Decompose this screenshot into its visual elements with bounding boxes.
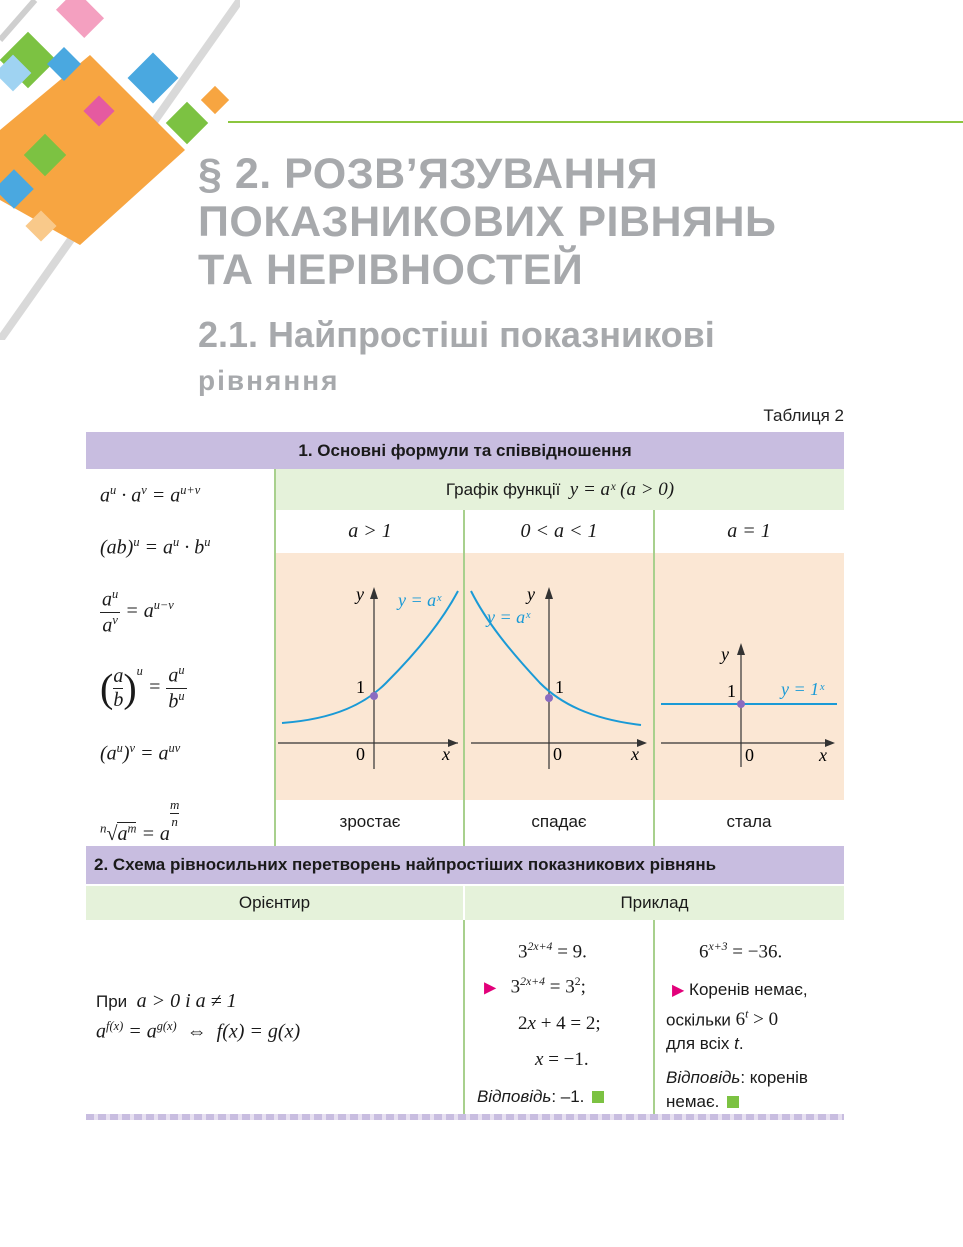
graph-decreasing — [465, 553, 653, 800]
example2-var: t — [734, 1034, 739, 1054]
example1-eq2: ▶ $3^{2x+4} = 3^2$; — [484, 975, 586, 998]
axis-x-label: x — [819, 745, 827, 765]
table-bottom-border — [86, 1114, 844, 1120]
answer-value: : –1. — [551, 1087, 585, 1106]
one-label: 1 — [356, 677, 365, 697]
condition-label: a = 1 — [727, 520, 771, 542]
graph-header — [276, 469, 844, 510]
graph-constant-plot — [655, 553, 844, 800]
curve-label: y = 1ˣ — [781, 679, 825, 699]
formula-product: $a^u \cdot a^v = a^{u+v}$ — [100, 483, 201, 507]
divider — [463, 920, 465, 1114]
origin-label: 0 — [356, 744, 365, 764]
end-square-icon — [592, 1091, 604, 1103]
table-caption: Таблиця 2 — [763, 406, 844, 425]
example1-eq1: $3^{2x+4} = 9$. — [518, 940, 587, 963]
example1-eq3: 2x + 4 = 2; — [518, 1013, 601, 1034]
condition-label: 0 < a < 1 — [520, 520, 598, 542]
divider — [653, 920, 655, 1114]
col-example-header: Приклад — [465, 886, 844, 920]
formula-fraction-power: ( $\frac{a}{b}$ )$^u$ = $\frac{a^u}{b^u}$ — [100, 663, 185, 713]
rule-condition: a > 0 і a ≠ 1 — [136, 990, 237, 1012]
formula-root: $^n√a^m = a$ $^{\frac{m}{n}}$ — [100, 797, 180, 845]
answer-value-line2: немає. — [666, 1092, 720, 1112]
one-label: 1 — [727, 681, 736, 701]
section-heading — [198, 150, 918, 294]
formula-list — [86, 469, 274, 846]
subsection-heading — [198, 312, 918, 404]
graph-increasing — [276, 553, 463, 800]
graph-caption: зростає — [339, 812, 401, 831]
graph-formula: y = aˣ (a > 0) — [569, 478, 675, 500]
section2-title: 2. Схема рівносильних перетворень найпростіших показникових рівнянь — [86, 846, 844, 884]
formula-power-product: $(ab)^u = a^u \cdot b^u$ — [100, 535, 211, 559]
axis-x-label: x — [442, 744, 450, 764]
end-square-icon — [727, 1096, 739, 1108]
graph-title: Графік функції — [445, 479, 561, 499]
equivalence-rule — [96, 990, 300, 1044]
subheading-line-1: 2.1. Найпростіші показникові — [198, 314, 715, 355]
graph-increasing-plot — [276, 553, 463, 800]
axis-y-label: y — [527, 584, 535, 604]
col-guide-header: Орієнтир — [86, 886, 463, 920]
condition-label: a > 1 — [348, 520, 392, 542]
example1-answer — [477, 1085, 604, 1109]
one-label: 1 — [555, 677, 564, 697]
curve-label: y = aˣ — [487, 607, 531, 627]
formula-power-of-power: $(a^u)^v = a^{uv}$ — [100, 741, 181, 765]
graph-constant — [655, 553, 844, 800]
heading-line-1: § 2. РОЗВ’ЯЗУВАННЯ — [198, 150, 659, 198]
heading-line-3: ТА НЕРІВНОСТЕЙ — [198, 246, 584, 294]
subheading-line-2: рівняння — [198, 365, 340, 396]
section1-title: 1. Основні формули та співвідношення — [86, 432, 844, 469]
axis-y-label: y — [356, 584, 364, 604]
example1-eq4: x = −1. — [535, 1049, 589, 1070]
graph-caption: спадає — [531, 812, 587, 831]
example2-line1: Коренів немає, — [689, 980, 808, 999]
answer-label: Відповідь — [477, 1087, 552, 1106]
rule-formula: $a^{f(x)} = a^{g(x)}$ ⇔ f(x) = g(x) — [96, 1019, 301, 1043]
graph-decreasing-plot — [465, 553, 653, 800]
example2-line2: оскільки — [666, 1010, 731, 1030]
graph-caption: стала — [726, 812, 772, 831]
rule-prefix: При — [96, 992, 128, 1011]
axis-y-label: y — [721, 644, 729, 664]
heading-line-2: ПОКАЗНИКОВИХ РІВНЯНЬ — [198, 198, 777, 246]
axis-x-label: x — [631, 744, 639, 764]
origin-label: 0 — [745, 745, 754, 765]
example2-eq: $6^{x+3} = -36$. — [699, 940, 783, 963]
origin-label: 0 — [553, 744, 562, 764]
answer-value: : коренів — [740, 1068, 808, 1088]
example2-line3: для всіх — [666, 1034, 730, 1054]
answer-label: Відповідь — [666, 1068, 741, 1088]
header-rule — [228, 121, 963, 123]
curve-label: y = aˣ — [398, 590, 442, 610]
example2-inequality: $6^t > 0$ — [735, 1008, 779, 1031]
example2-solution: ▶ Коренів немає, оскільки $6^t > 0$ для всіх t. Відповідь: коренів немає. — [666, 980, 808, 1112]
formula-quotient: $\frac{a^u}{a^v}$ = $a^{u-v}$ — [102, 587, 174, 637]
